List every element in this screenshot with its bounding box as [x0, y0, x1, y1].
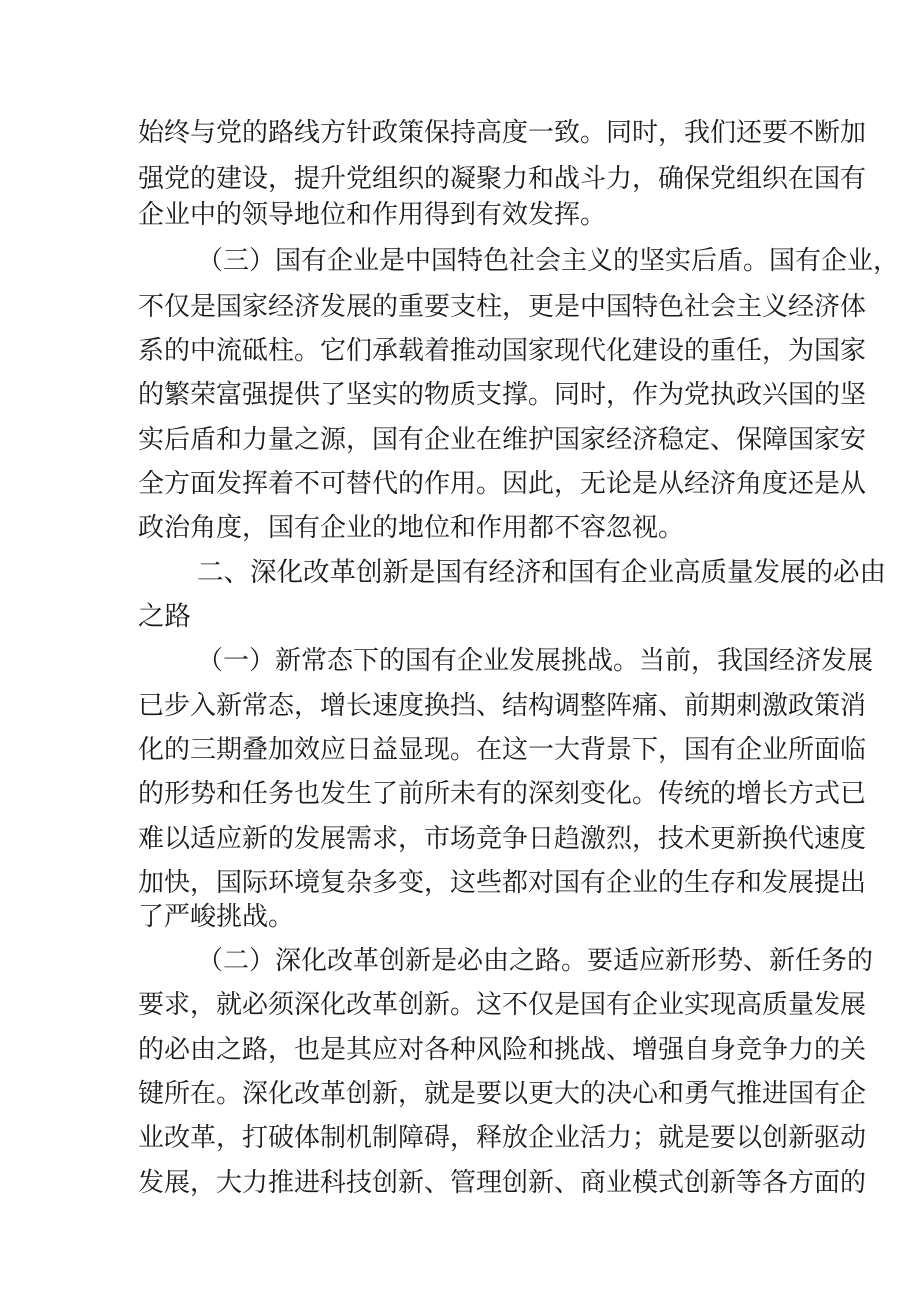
section-heading: 之路	[138, 601, 191, 632]
paragraph-line: 不仅是国家经济发展的重要支柱，更是中国特色社会主义经济体	[138, 292, 867, 322]
paragraph-line: 化的三期叠加效应日益显现。在这一大背景下，国有企业所面临	[138, 735, 867, 765]
paragraph-line: 实后盾和力量之源，国有企业在维护国家经济稳定、保障国家安	[138, 425, 867, 455]
paragraph-line: 企业中的领导地位和作用得到有效发挥。	[138, 200, 607, 230]
paragraph-line: 的繁荣富强提供了坚实的物质支撑。同时，作为党执政兴国的坚	[138, 380, 867, 410]
section-heading: 二、深化改革创新是国有经济和国有企业高质量发展的必由	[197, 557, 886, 588]
paragraph-line: （三）国有企业是中国特色社会主义的坚实后盾。国有企业，	[197, 246, 900, 276]
paragraph-line: 的形势和任务也发生了前所未有的深刻变化。传统的增长方式已	[138, 779, 867, 809]
paragraph-line: 系的中流砥柱。它们承载着推动国家现代化建设的重任，为国家	[138, 336, 867, 366]
paragraph-line: （二）深化改革创新是必由之路。要适应新形势、新任务的	[197, 946, 874, 976]
paragraph-line: 全方面发挥着不可替代的作用。因此，无论是从经济角度还是从	[138, 469, 867, 499]
paragraph-line: 难以适应新的发展需求，市场竞争日趋激烈，技术更新换代速度	[138, 824, 867, 854]
paragraph-line: 加快，国际环境复杂多变，这些都对国有企业的生存和发展提出	[138, 868, 867, 898]
paragraph-line: （一）新常态下的国有企业发展挑战。当前，我国经济发展	[197, 646, 874, 676]
paragraph-line: 要求，就必须深化改革创新。这不仅是国有企业实现高质量发展	[138, 990, 867, 1020]
paragraph-line: 始终与党的路线方针政策保持高度一致。同时，我们还要不断加	[138, 118, 867, 148]
paragraph-line: 业改革，打破体制机制障碍，释放企业活力；就是要以创新驱动	[138, 1123, 867, 1153]
paragraph-line: 发展，大力推进科技创新、管理创新、商业模式创新等各方面的	[138, 1168, 867, 1198]
paragraph-line: 键所在。深化改革创新，就是要以更大的决心和勇气推进国有企	[138, 1079, 867, 1109]
paragraph-line: 强党的建设，提升党组织的凝聚力和战斗力，确保党组织在国有	[138, 164, 867, 194]
paragraph-line: 了严峻挑战。	[138, 902, 295, 932]
paragraph-line: 已步入新常态，增长速度换挡、结构调整阵痛、前期刺激政策消	[138, 691, 867, 721]
paragraph-line: 政治角度，国有企业的地位和作用都不容忽视。	[138, 513, 685, 543]
paragraph-line: 的必由之路，也是其应对各种风险和挑战、增强自身竞争力的关	[138, 1035, 867, 1065]
